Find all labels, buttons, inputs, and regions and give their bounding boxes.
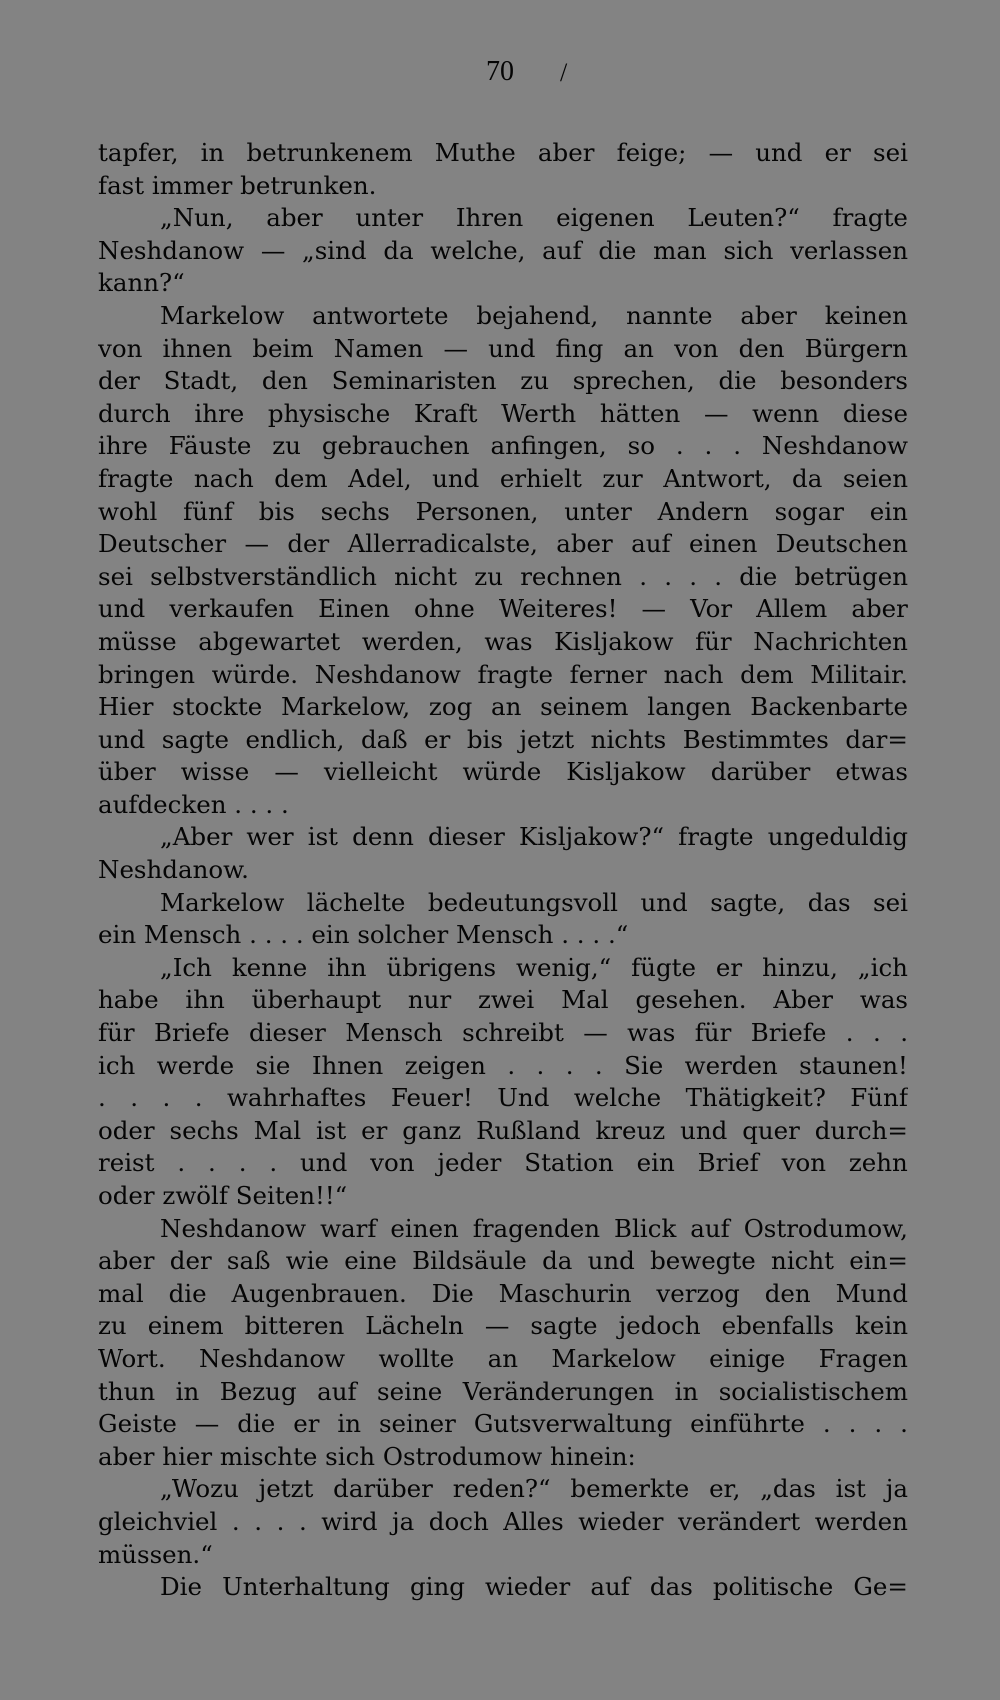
text-line: . . . . wahrhaftes Feuer! Und welche Thätigkeit? Fünf	[98, 1083, 908, 1113]
text-line: ihre Fäuste zu gebrauchen anfingen, so . . . Neshdanow	[98, 431, 908, 461]
text-line: reist . . . . und von jeder Station ein Brief von zehn	[98, 1148, 908, 1178]
text-line: wohl fünf bis sechs Personen, unter Andern sogar ein	[98, 496, 908, 526]
text-line: Wort. Neshdanow wollte an Markelow einige Fragen	[98, 1343, 908, 1373]
body-text	[98, 137, 908, 1604]
page-mark: /	[560, 58, 568, 87]
text-line: Markelow lächelte bedeutungsvoll und sagte, das sei	[160, 887, 908, 917]
text-line: von ihnen beim Namen — und fing an von den Bürgern	[98, 333, 908, 363]
text-line: habe ihn überhaupt nur zwei Mal gesehen. Aber was	[98, 985, 908, 1015]
text-line: aber der saß wie eine Bildsäule da und bewegte nicht ein=	[98, 1246, 908, 1276]
page-number: 70	[486, 56, 514, 87]
text-line: ich werde sie Ihnen zeigen . . . . Sie werden staunen!	[98, 1050, 908, 1080]
text-line: aber hier mischte sich Ostrodumow hinein:	[98, 1441, 636, 1471]
text-line: zu einem bitteren Lächeln — sagte jedoch ebenfalls kein	[98, 1311, 908, 1341]
text-line: und sagte endlich, daß er bis jetzt nichts Bestimmtes dar=	[98, 724, 908, 754]
text-line: Neshdanow warf einen fragenden Blick auf Ostrodumow,	[160, 1213, 908, 1243]
text-line: Hier stockte Markelow, zog an seinem langen Backenbarte	[98, 692, 908, 722]
text-line: gleichviel . . . . wird ja doch Alles wieder verändert werden	[98, 1506, 908, 1536]
text-line: „Wozu jetzt darüber reden?“ bemerkte er, „das ist ja	[160, 1474, 908, 1504]
text-line: „Nun, aber unter Ihren eigenen Leuten?“ fragte	[160, 203, 908, 233]
text-line: müsse abgewartet werden, was Kisljakow für Nachrichten	[98, 626, 908, 656]
text-line: „Ich kenne ihn übrigens wenig,“ fügte er hinzu, „ich	[160, 952, 908, 982]
text-line: über wisse — vielleicht würde Kisljakow darüber etwas	[98, 757, 908, 787]
text-line: für Briefe dieser Mensch schreibt — was für Briefe . . .	[98, 1018, 908, 1048]
text-line: oder zwölf Seiten!!“	[98, 1181, 348, 1210]
text-line: oder sechs Mal ist er ganz Rußland kreuz und quer durch=	[98, 1115, 908, 1145]
text-line: sei selbstverständlich nicht zu rechnen . . . . die betrügen	[98, 561, 908, 591]
text-line: müssen.“	[98, 1539, 213, 1569]
text-line: „Aber wer ist denn dieser Kisljakow?“ fragte ungeduldig	[160, 822, 908, 852]
text-line: und verkaufen Einen ohne Weiteres! — Vor Allem aber	[98, 594, 908, 624]
text-line: tapfer, in betrunkenem Muthe aber feige; — und er sei	[98, 138, 908, 167]
text-line: Markelow antwortete bejahend, nannte aber keinen	[160, 300, 908, 330]
text-line: mal die Augenbrauen. Die Maschurin verzog den Mund	[98, 1278, 908, 1308]
text-line: bringen würde. Neshdanow fragte ferner nach dem Militair.	[98, 659, 908, 689]
text-line: Geiste — die er in seiner Gutsverwaltung einführte . . . .	[98, 1409, 908, 1439]
text-line: fast immer betrunken.	[98, 170, 377, 200]
text-line: ein Mensch . . . . ein solcher Mensch . . . .“	[98, 920, 629, 950]
text-line: Deutscher — der Allerradicalste, aber auf einen Deutschen	[98, 529, 908, 559]
text-line: fragte nach dem Adel, und erhielt zur Antwort, da seien	[98, 463, 908, 493]
text-line: Die Unterhaltung ging wieder auf das politische Ge=	[160, 1572, 908, 1602]
text-line: durch ihre physische Kraft Werth hätten — wenn diese	[98, 398, 908, 428]
text-line: Neshdanow.	[98, 855, 249, 885]
text-line: thun in Bezug auf seine Veränderungen in socialistischem	[98, 1376, 908, 1406]
text-line: Neshdanow — „sind da welche, auf die man sich verlassen	[98, 235, 908, 265]
text-line: aufdecken . . . .	[98, 789, 289, 819]
text-line: der Stadt, den Seminaristen zu sprechen, die besonders	[98, 366, 908, 396]
text-line: kann?“	[98, 268, 185, 298]
